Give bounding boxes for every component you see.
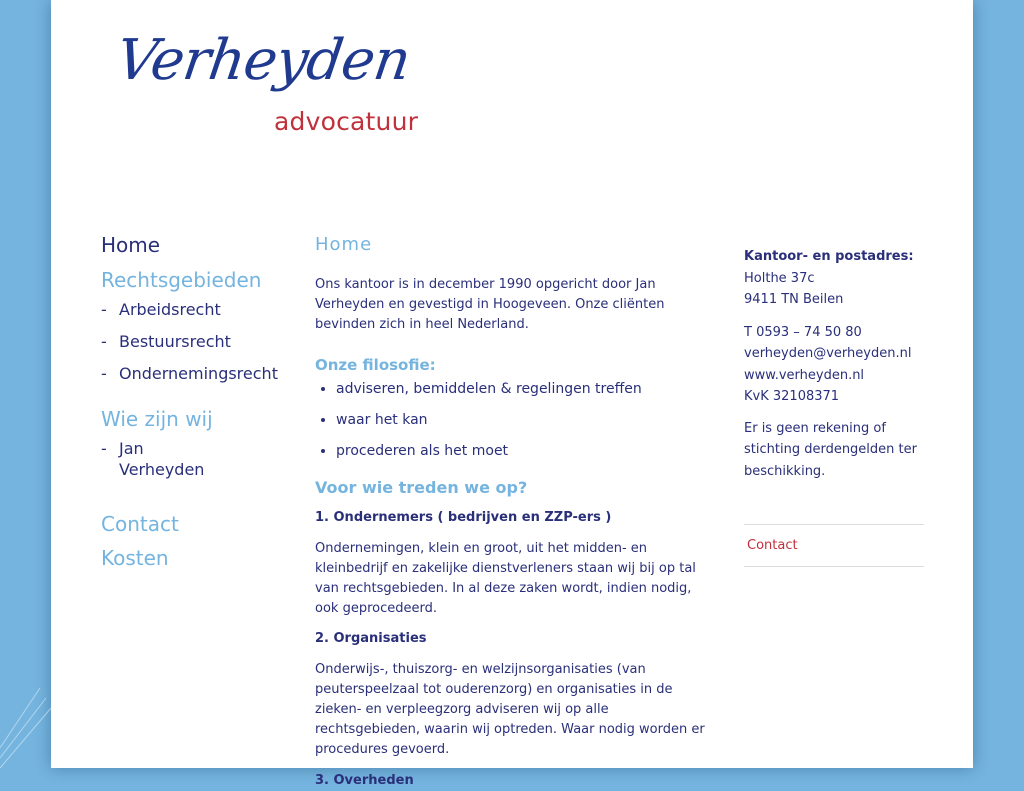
nav-sub-bestuursrecht[interactable]: - Bestuursrecht — [101, 332, 231, 351]
filosofie-list — [315, 374, 707, 467]
email-link[interactable]: verheyden@verheyden.nl — [744, 346, 912, 361]
section1-text: Ondernemingen, klein en groot, uit het midden- en kleinbedrijf en zakelijke dienstverleners staan wij bij op tal van rechtsgebieden. In al deze zaken wordt, indien nodig, ook geprocedeerd. — [315, 541, 696, 616]
nav-contact[interactable]: Contact — [101, 512, 179, 536]
page-title: Home — [315, 234, 373, 255]
nav-sub-jan-verheyden[interactable]: - Jan Verheyden — [101, 438, 317, 480]
section1-title: 1. Ondernemers ( bedrijven en ZZP-ers ) — [315, 510, 612, 525]
phone-number: T 0593 – 74 50 80 — [744, 324, 862, 340]
filosofie-heading: Onze filosofie: — [315, 356, 436, 374]
nav-sub-label: Ondernemingsrecht — [119, 364, 278, 383]
nav-sub-arbeidsrecht[interactable]: - Arbeidsrecht — [101, 300, 221, 319]
derdengelden-note: Er is geen rekening of stichting derdengelden ter beschikking. — [744, 420, 917, 479]
section3-title: 3. Overheden — [315, 773, 414, 788]
section2-title: 2. Organisaties — [315, 631, 427, 646]
page-container — [51, 0, 973, 788]
nav-wie-zijn-wij[interactable]: Wie zijn wij — [101, 407, 213, 431]
sidebar-contact-link[interactable]: Contact — [744, 525, 924, 567]
list-item: • procederen als het moet — [336, 436, 707, 467]
site-logo[interactable] — [111, 26, 441, 141]
nav-home[interactable]: Home — [101, 233, 161, 257]
intro-text: Ons kantoor is in december 1990 opgericht door Jan Verheyden en gevestigd in Hoogeveen. Onze cliënten bevinden zich in heel Nederland. — [315, 277, 665, 332]
nav-rechtsgebieden[interactable]: Rechtsgebieden — [101, 268, 262, 292]
list-item: • adviseren, bemiddelen & regelingen treffen — [336, 374, 707, 405]
nav-sub-label: Jan Verheyden — [119, 439, 205, 479]
section2-text: Onderwijs-, thuiszorg- en welzijnsorganisaties (van peuterspeelzaal tot ouderenzorg) en organisaties in de zieken- en verpleegzorg adviseren wij op alle rechtsgebieden, waarin wij optreden. Waar nodig worden er procedures gevoerd. — [315, 662, 705, 757]
list-item: • waar het kan — [336, 405, 707, 436]
kvk-number: KvK 32108371 — [744, 389, 840, 404]
nav-sub-ondernemingsrecht[interactable]: - Ondernemingsrecht — [101, 364, 278, 383]
logo-script-text: Verheyden — [112, 28, 414, 93]
voor-wie-heading: Voor wie treden we op? — [315, 478, 528, 497]
logo-subtitle: advocatuur — [274, 107, 419, 136]
address-city: 9411 TN Beilen — [744, 292, 844, 307]
nav-kosten[interactable]: Kosten — [101, 546, 169, 570]
main-navigation — [101, 232, 317, 571]
nav-sub-label: Arbeidsrecht — [119, 300, 221, 319]
address-label: Kantoor- en postadres: — [744, 249, 914, 264]
website-link[interactable]: www.verheyden.nl — [744, 367, 865, 383]
contact-sidebar — [744, 246, 924, 567]
main-content — [315, 232, 707, 791]
address-street: Holthe 37c — [744, 270, 815, 286]
nav-sub-label: Bestuursrecht — [119, 332, 231, 351]
decorative-corner-lines — [0, 688, 51, 768]
